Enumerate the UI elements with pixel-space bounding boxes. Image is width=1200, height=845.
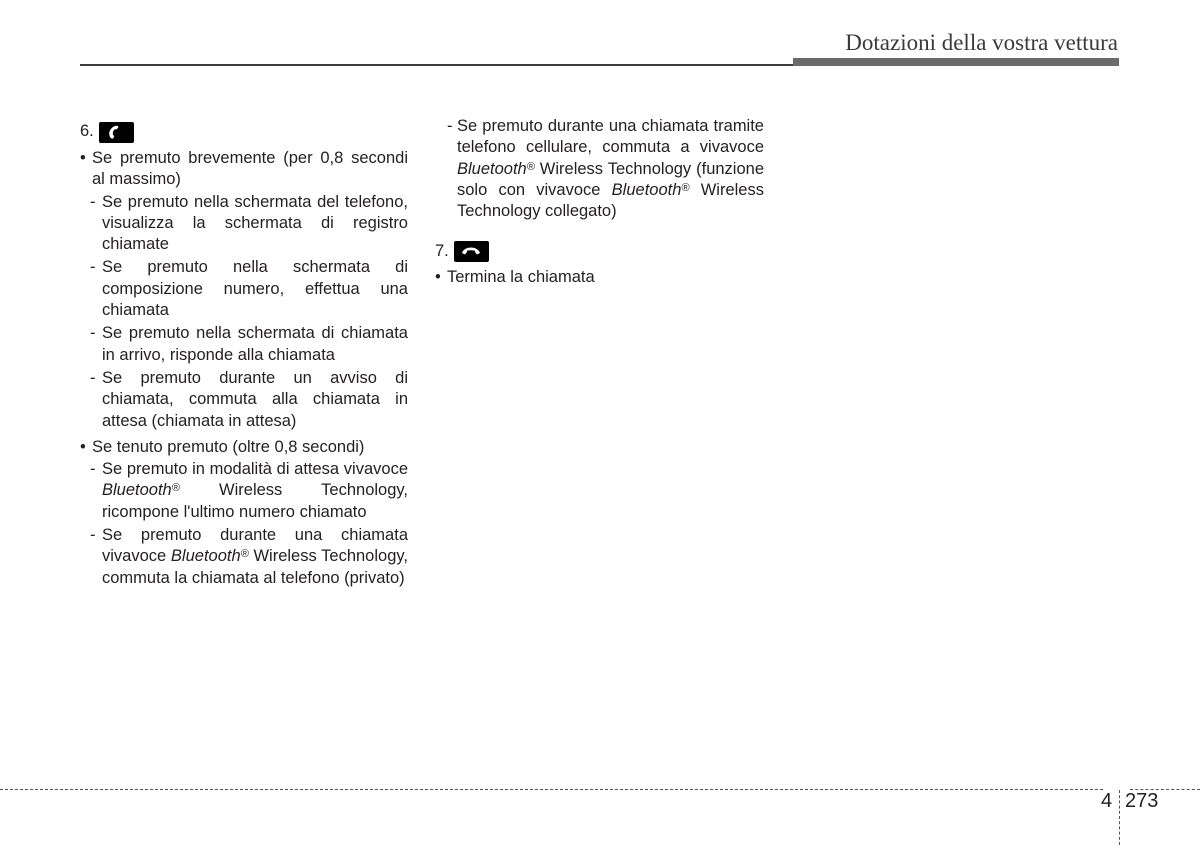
page-number: 273: [1125, 790, 1159, 812]
bluetooth-brand: Bluetooth®: [611, 180, 690, 199]
list-item-text: Se premuto nella schermata del telefono, visualizza la schermata di registro chiamate: [102, 192, 408, 254]
bluetooth-brand: Bluetooth®: [102, 481, 180, 500]
section-number: 4: [1101, 790, 1113, 812]
item-6-bullet-long-press: • Se tenuto premuto (oltre 0,8 secondi): [80, 437, 408, 458]
item-6-bullet-short-press: • Se premuto brevemente (per 0,8 secondi al massimo): [80, 148, 408, 191]
list-item-text: Se premuto nella schermata di chiamata in arrivo, risponde alla chiamata: [102, 324, 408, 364]
list-item: - Se premuto in modalità di attesa vivavoce Bluetooth® Wireless Technology, ricompone l'ultimo numero chiamato: [90, 460, 408, 521]
page-header-title: Dotazioni della vostra vettura: [845, 30, 1118, 55]
list-item: - Se premuto nella schermata di composizione numero, effettua una chiamata: [90, 258, 408, 320]
header-accent-bar: [793, 58, 1119, 66]
phone-call-icon: [99, 122, 134, 143]
item-7-heading: [435, 240, 764, 262]
item-7-bullet: • Termina la chiamata: [435, 267, 764, 288]
item-6-number: 6.: [80, 122, 94, 141]
bluetooth-brand: Bluetooth®: [457, 159, 535, 178]
list-item-text: Se premuto nella schermata di composizione numero, effettua una chiamata: [102, 258, 408, 320]
list-item: - Se premuto durante una chiamata tramite telefono cellulare, commuta a vivavoce Bluetooth® Wireless Technology (funzione solo con vivavoce Bluetooth® Wireless Technology collegato): [447, 117, 764, 221]
list-item: - Se premuto nella schermata del telefono, visualizza la schermata di registro chiamate: [90, 192, 408, 254]
bluetooth-brand: Bluetooth®: [170, 547, 249, 566]
list-item: - Se premuto nella schermata di chiamata in arrivo, risponde alla chiamata: [90, 324, 408, 364]
footer-divider: [0, 789, 1103, 790]
header-rule: [80, 64, 795, 66]
right-column: [435, 116, 764, 289]
footer-vertical-divider: [1119, 790, 1120, 845]
item-7-number: 7.: [435, 241, 449, 260]
list-item: - Se premuto durante un avviso di chiamata, commuta alla chiamata in attesa (chiamata in attesa): [90, 368, 408, 430]
item-6-heading: [80, 121, 408, 143]
phone-hangup-icon: [454, 241, 489, 262]
left-column: [80, 121, 408, 589]
list-item: - Se premuto durante una chiamata vivavoce Bluetooth® Wireless Technology, commuta la chiamata al telefono (privato): [90, 526, 408, 587]
list-item-text: Se premuto durante un avviso di chiamata, commuta alla chiamata in attesa (chiamata in attesa): [102, 368, 408, 430]
